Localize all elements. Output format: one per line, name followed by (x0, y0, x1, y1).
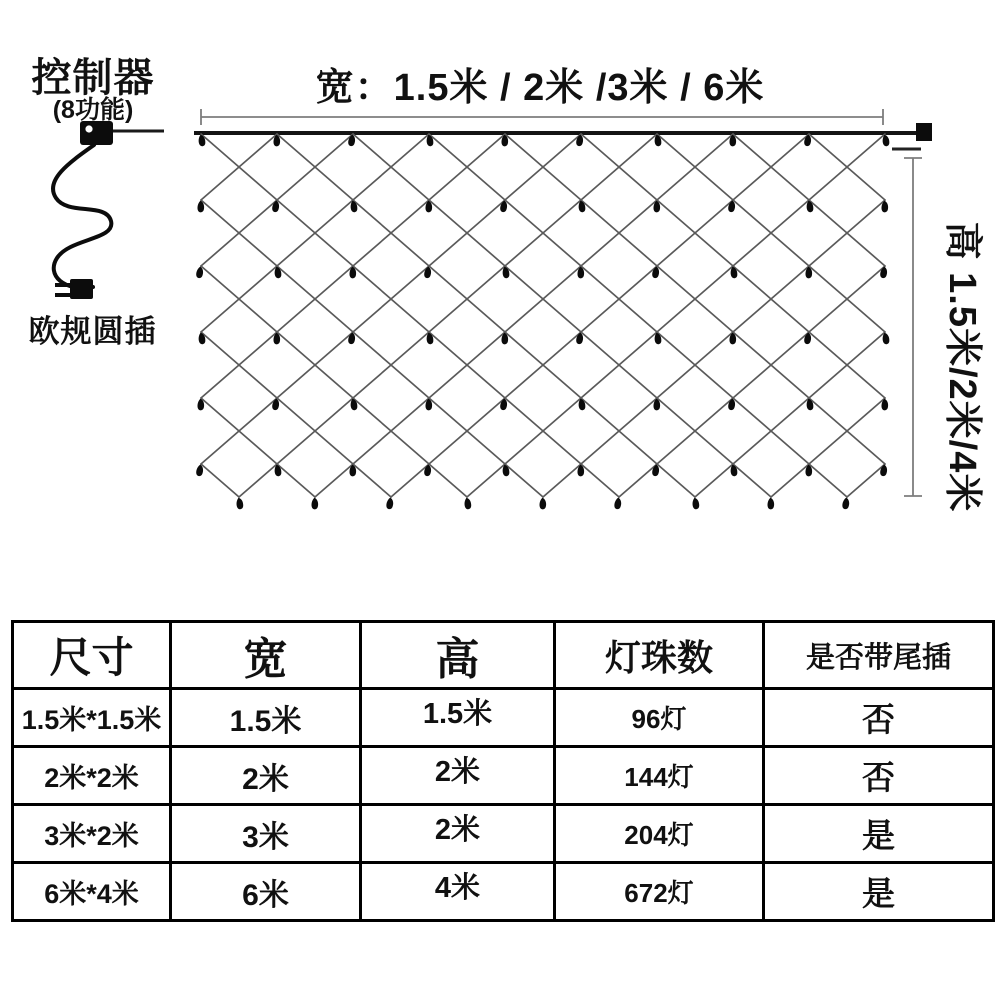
table-cell: 144灯 (555, 747, 764, 805)
light-bulb-icon (767, 498, 774, 510)
height-dimension-line (904, 158, 922, 496)
width-dimension-line (201, 109, 883, 125)
table-cell: 1.5米 (171, 689, 361, 747)
net-wires (201, 134, 885, 497)
table-cell: 6米*4米 (13, 863, 171, 921)
light-bulb-icon (464, 497, 472, 509)
light-bulb-icon (539, 498, 546, 510)
table-cell: 1.5米 (361, 689, 555, 747)
light-bulb-icon (692, 497, 700, 509)
table-cell: 否 (764, 689, 994, 747)
spec-table (11, 620, 995, 922)
table-cell: 96灯 (555, 689, 764, 747)
tail-connector-icon (916, 123, 932, 141)
light-bulb-icon (880, 266, 888, 278)
plug-type-label: 欧规圆插 (28, 314, 157, 349)
table-cell: 6米 (171, 863, 361, 921)
height-dimension-label: 高 1.5米/2米/4米 (941, 221, 983, 513)
table-cell: 4米 (361, 863, 555, 921)
controller-figure (53, 121, 164, 299)
controller-indicator-dot (85, 125, 92, 132)
table-cell: 是 (764, 805, 994, 863)
header-cell: 尺寸 (13, 622, 171, 689)
table-cell: 3米*2米 (13, 805, 171, 863)
spec-table-body (13, 689, 994, 921)
light-bulb-icon (880, 464, 888, 476)
header-cell: 宽 (171, 622, 361, 689)
table-cell: 否 (764, 747, 994, 805)
table-row (13, 863, 994, 921)
header-cell: 是否带尾插 (764, 622, 994, 689)
net-figure (196, 134, 890, 510)
table-cell: 2米 (361, 747, 555, 805)
header-cell: 高 (361, 622, 555, 689)
light-bulb-icon (198, 134, 206, 146)
table-cell: 2米*2米 (13, 747, 171, 805)
table-cell: 672灯 (555, 863, 764, 921)
spec-table-header-row (13, 622, 994, 689)
table-cell: 是 (764, 863, 994, 921)
table-cell: 3米 (171, 805, 361, 863)
light-bulb-icon (386, 497, 394, 509)
power-cable (53, 145, 111, 288)
width-dimension-label: 宽：1.5米 / 2米 /3米 / 6米 (315, 67, 765, 109)
table-row (13, 689, 994, 747)
table-row (13, 805, 994, 863)
table-cell: 204灯 (555, 805, 764, 863)
light-bulb-icon (198, 332, 206, 344)
header-cell: 灯珠数 (555, 622, 764, 689)
light-bulb-icon (311, 498, 318, 510)
controller-subtitle: (8功能) (52, 96, 134, 124)
light-bulb-icon (842, 497, 850, 509)
table-cell: 1.5米*1.5米 (13, 689, 171, 747)
power-plug-icon (70, 279, 93, 299)
controller-title: 控制器 (31, 56, 155, 100)
table-row (13, 747, 994, 805)
table-cell: 2米 (171, 747, 361, 805)
net-bulbs (196, 134, 890, 509)
light-bulb-icon (236, 497, 244, 509)
table-cell: 2米 (361, 805, 555, 863)
light-bulb-icon (614, 497, 622, 509)
